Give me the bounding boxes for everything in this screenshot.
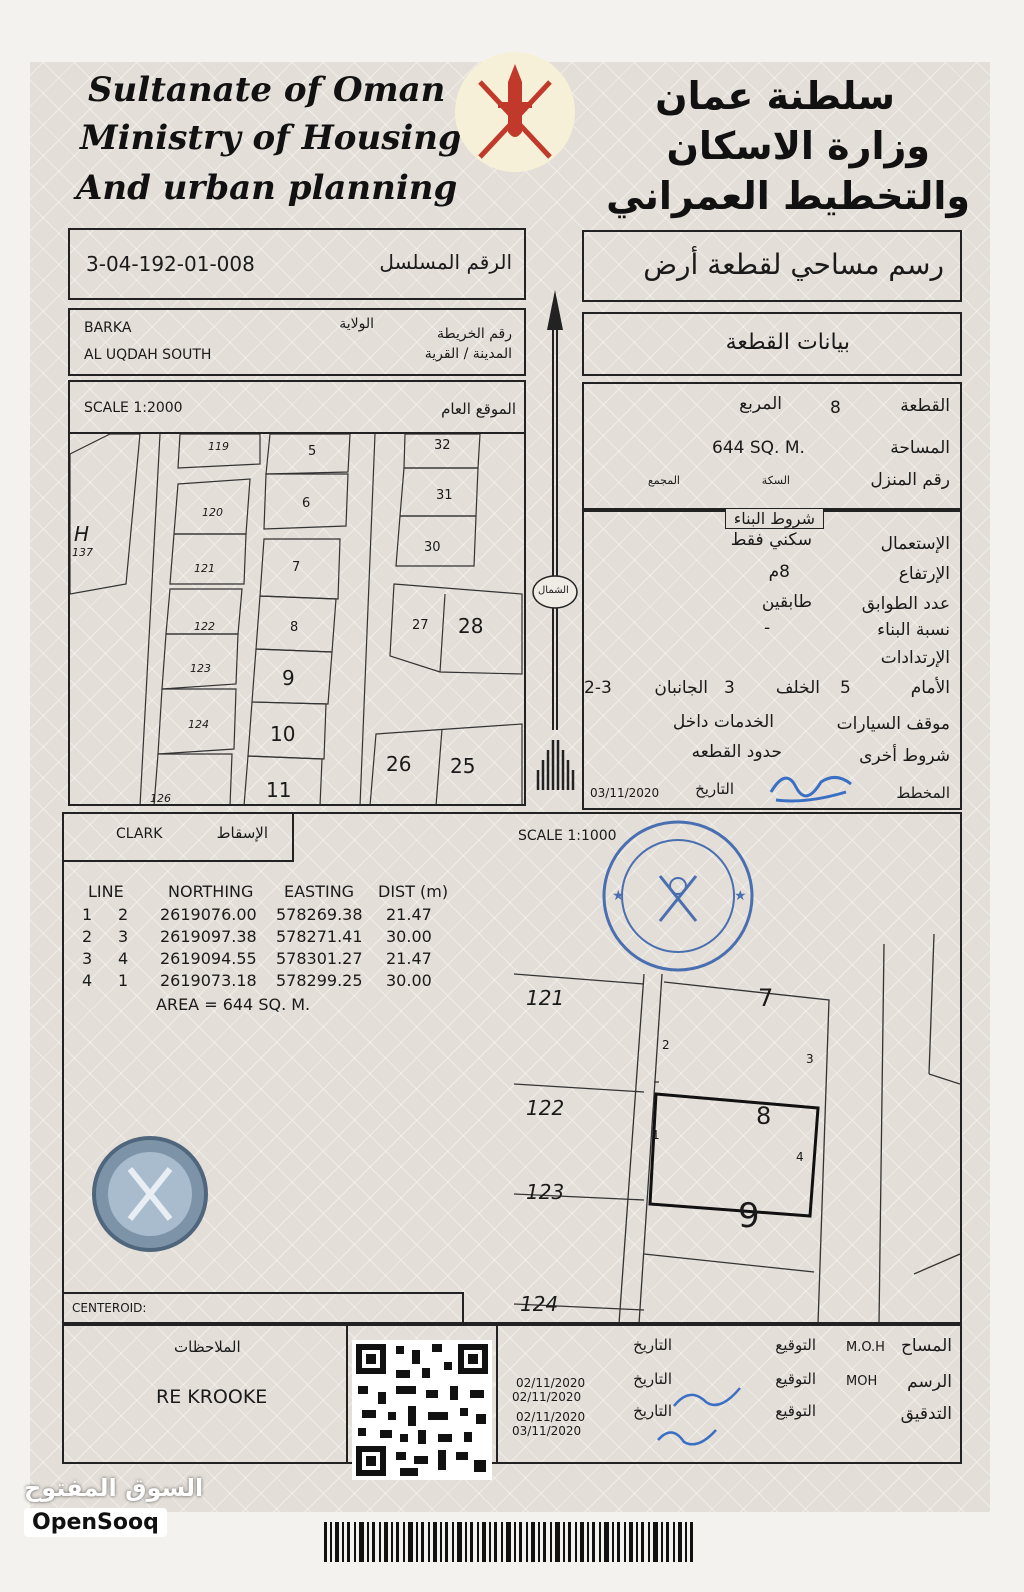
- coords-row2-northing: 2619097.38: [160, 927, 257, 946]
- coords-area: AREA = 644 SQ. M.: [156, 995, 311, 1014]
- site-parcel-30: 30: [424, 540, 441, 555]
- detail-scale: SCALE 1:1000: [518, 828, 617, 844]
- coords-row4-northing: 2619073.18: [160, 971, 257, 990]
- header-ar-line1: سلطنة عمان: [655, 74, 895, 118]
- sign-label-3: التوقيع: [775, 1402, 816, 1420]
- header-en-line1: Sultanate of Oman: [88, 70, 446, 110]
- coords-row1-dist: 21.47: [386, 905, 432, 924]
- site-parcel-123: 123: [190, 662, 211, 675]
- serial-box: [68, 228, 526, 300]
- oman-emblem-icon: [450, 42, 580, 182]
- date-label-3: التاريخ: [633, 1402, 672, 1420]
- coords-row3-from: 3: [82, 949, 93, 968]
- map-no-label: رقم الخريطة: [436, 326, 512, 342]
- sign-label-1: التوقيع: [775, 1336, 816, 1354]
- ratio-label: نسبة البناء: [877, 620, 950, 640]
- house-no-label: رقم المنزل: [870, 470, 950, 490]
- coords-row2-from: 2: [82, 927, 93, 946]
- svg-text:★: ★: [612, 888, 625, 904]
- detail-section: [62, 812, 962, 1324]
- site-label: الموقع العام: [441, 400, 516, 418]
- sign-date-1: 02/11/2020: [516, 1376, 586, 1390]
- coords-row1-to: 2: [118, 905, 129, 924]
- doc-title-box: [582, 230, 962, 302]
- sign-date-1b: 02/11/2020: [512, 1390, 582, 1404]
- plot-data-title: بيانات القطعة: [725, 330, 850, 355]
- building-conditions-title: شروط البناء: [725, 508, 824, 529]
- location-box: [68, 308, 526, 376]
- header-ar-line2: وزارة الاسكان: [666, 124, 930, 168]
- date-label-1: التاريخ: [633, 1336, 672, 1354]
- site-parcel-5: 5: [308, 444, 317, 459]
- site-label-h: H: [74, 522, 90, 546]
- sides-value: 2-3: [584, 678, 612, 698]
- qr-code[interactable]: [352, 1340, 492, 1480]
- coords-row4-from: 4: [82, 971, 93, 990]
- general-site-map: [68, 380, 526, 806]
- corner-2: 2: [662, 1038, 670, 1052]
- serial-value: 3-04-192-01-008: [86, 252, 255, 276]
- bc-date-value: 03/11/2020: [590, 786, 660, 800]
- centroid-label: CENTEROID:: [72, 1301, 147, 1315]
- wilayat-value: BARKA: [84, 320, 132, 336]
- site-parcel-119: 119: [208, 440, 229, 453]
- floors-label: عدد الطوابق: [861, 594, 950, 614]
- detail-parcel-9: 9: [738, 1196, 760, 1236]
- coords-row3-northing: 2619094.55: [160, 949, 257, 968]
- moh-a: M.O.H: [846, 1340, 885, 1355]
- planner-signature: [766, 762, 856, 807]
- footer-box: [62, 1324, 962, 1464]
- site-parcel-9: 9: [282, 666, 295, 690]
- coords-header-dist: DIST (m): [378, 882, 449, 901]
- site-parcel-6: 6: [302, 496, 311, 511]
- site-parcel-8: 8: [290, 620, 299, 635]
- ratio-value: -: [764, 618, 771, 638]
- detail-parcel-7: 7: [758, 984, 774, 1012]
- detail-parcel-123: 123: [526, 1180, 565, 1204]
- site-parcel-124: 124: [188, 718, 209, 731]
- parking-value: الخدمات داخل: [672, 712, 774, 732]
- road-label: السكة: [761, 474, 790, 487]
- plot-info-box: [582, 382, 962, 510]
- sign-label-2: التوقيع: [775, 1370, 816, 1388]
- site-parcel-10: 10: [270, 722, 296, 746]
- corner-3: 3: [806, 1052, 814, 1066]
- coords-row2-easting: 578271.41: [276, 927, 363, 946]
- header-ar-line3: والتخطيط العمراني: [606, 174, 970, 218]
- watermark-en: OpenSooq: [24, 1508, 167, 1537]
- sign-date-2b: 03/11/2020: [512, 1424, 582, 1438]
- complex-label: المجمع: [647, 474, 680, 487]
- site-parcel-31: 31: [436, 488, 453, 503]
- serial-label: الرقم المسلسل: [379, 250, 512, 274]
- use-label: الإستعمال: [880, 534, 950, 554]
- square-label: المربع: [739, 394, 782, 414]
- coords-header-line: LINE: [88, 882, 124, 901]
- detail-parcel-122: 122: [526, 1096, 565, 1120]
- projection-box: [64, 814, 294, 862]
- floors-value: طابقين: [761, 592, 812, 612]
- coords-row4-to: 1: [118, 971, 129, 990]
- use-value: سكني فقط: [730, 530, 812, 550]
- site-parcel-126: 126: [150, 792, 171, 805]
- watermark-ar: السوق المفتوح: [24, 1474, 204, 1502]
- coords-header-easting: EASTING: [284, 882, 355, 901]
- north-arrow-icon: [528, 290, 582, 802]
- back-label: الخلف: [775, 678, 820, 698]
- header-en-line3: And urban planning: [76, 168, 458, 208]
- site-parcel-137: 137: [72, 546, 93, 559]
- front-label: الأمام: [910, 678, 950, 698]
- barcode: [324, 1522, 696, 1562]
- footer-divider-1: [346, 1326, 348, 1462]
- area-value: 644 SQ. M.: [712, 438, 805, 458]
- back-value: 3: [724, 678, 735, 698]
- hologram-seal-icon: [90, 1134, 210, 1254]
- corner-4: 4: [796, 1150, 804, 1164]
- coords-row1-easting: 578269.38: [276, 905, 363, 924]
- coords-row1-northing: 2619076.00: [160, 905, 257, 924]
- height-label: الإرتفاع: [898, 564, 950, 584]
- check-label: التدقيق: [900, 1404, 952, 1424]
- signature-check: [654, 1420, 724, 1454]
- site-parcel-120: 120: [202, 506, 223, 519]
- coords-row2-to: 3: [118, 927, 129, 946]
- village-label: المدينة / القرية: [424, 346, 512, 362]
- wilayat-label: الولاية: [339, 316, 374, 332]
- survey-document: [30, 62, 990, 1512]
- detail-parcel-124: 124: [520, 1292, 559, 1316]
- other-label: شروط أخرى: [859, 746, 950, 766]
- planner-label: المخطط: [896, 784, 950, 802]
- sides-label: الجانبان: [654, 678, 708, 698]
- site-parcel-27: 27: [412, 618, 429, 633]
- height-value: 8م: [768, 562, 790, 582]
- bc-date-label: التاريخ: [695, 780, 734, 798]
- moh-b: MOH: [846, 1374, 878, 1389]
- official-stamp-icon: [598, 816, 758, 976]
- coords-row3-dist: 21.47: [386, 949, 432, 968]
- north-label: الشمال: [538, 585, 569, 596]
- front-value: 5: [840, 678, 851, 698]
- detail-parcel-8: 8: [756, 1102, 772, 1130]
- svg-text:★: ★: [734, 888, 747, 904]
- other-value: حدود القطعه: [691, 742, 782, 762]
- building-conditions-box: [582, 510, 962, 810]
- detail-parcel-121: 121: [526, 986, 565, 1010]
- site-parcel-32: 32: [434, 438, 451, 453]
- site-parcel-122: 122: [194, 620, 215, 633]
- plot-data-title-box: [582, 312, 962, 376]
- site-parcel-25: 25: [450, 754, 476, 778]
- footer-divider-2: [496, 1326, 498, 1462]
- coords-row3-easting: 578301.27: [276, 949, 363, 968]
- coords-row2-dist: 30.00: [386, 927, 432, 946]
- site-parcel-26: 26: [386, 752, 412, 776]
- doc-title: رسم مساحي لقطعة أرض: [643, 248, 944, 281]
- remarks-value: RE KROOKE: [156, 1386, 268, 1408]
- site-parcel-121: 121: [194, 562, 215, 575]
- surveyor-label: المساح: [900, 1336, 952, 1356]
- site-scale: SCALE 1:2000: [84, 400, 183, 416]
- coords-row4-dist: 30.00: [386, 971, 432, 990]
- site-parcel-7: 7: [292, 560, 301, 575]
- plot-value: 8: [830, 398, 841, 418]
- site-parcel-28: 28: [458, 614, 484, 638]
- projection-value: CLARK: [116, 826, 163, 842]
- coords-row3-to: 4: [118, 949, 129, 968]
- area-label: المساحة: [890, 438, 950, 458]
- signature-drawing: [670, 1376, 750, 1416]
- date-label-2: التاريخ: [633, 1370, 672, 1388]
- setbacks-label: الإرتدادات: [880, 648, 950, 668]
- coords-row1-from: 1: [82, 905, 93, 924]
- parking-label: موقف السيارات: [836, 714, 950, 734]
- centroid-box: [62, 1292, 464, 1324]
- coords-row4-easting: 578299.25: [276, 971, 363, 990]
- corner-1: 1: [652, 1128, 660, 1142]
- village-value: AL UQDAH SOUTH: [84, 347, 212, 363]
- drawing-label: الرسم: [907, 1372, 952, 1392]
- projection-label: الإسقاط: [216, 824, 268, 842]
- plot-label: القطعة: [900, 396, 950, 416]
- site-parcel-11: 11: [266, 778, 292, 802]
- header-en-line2: Ministry of Housing: [80, 118, 462, 158]
- remarks-label: الملاحظات: [174, 1338, 241, 1356]
- coords-header-northing: NORTHING: [168, 882, 254, 901]
- sign-date-2: 02/11/2020: [516, 1410, 586, 1424]
